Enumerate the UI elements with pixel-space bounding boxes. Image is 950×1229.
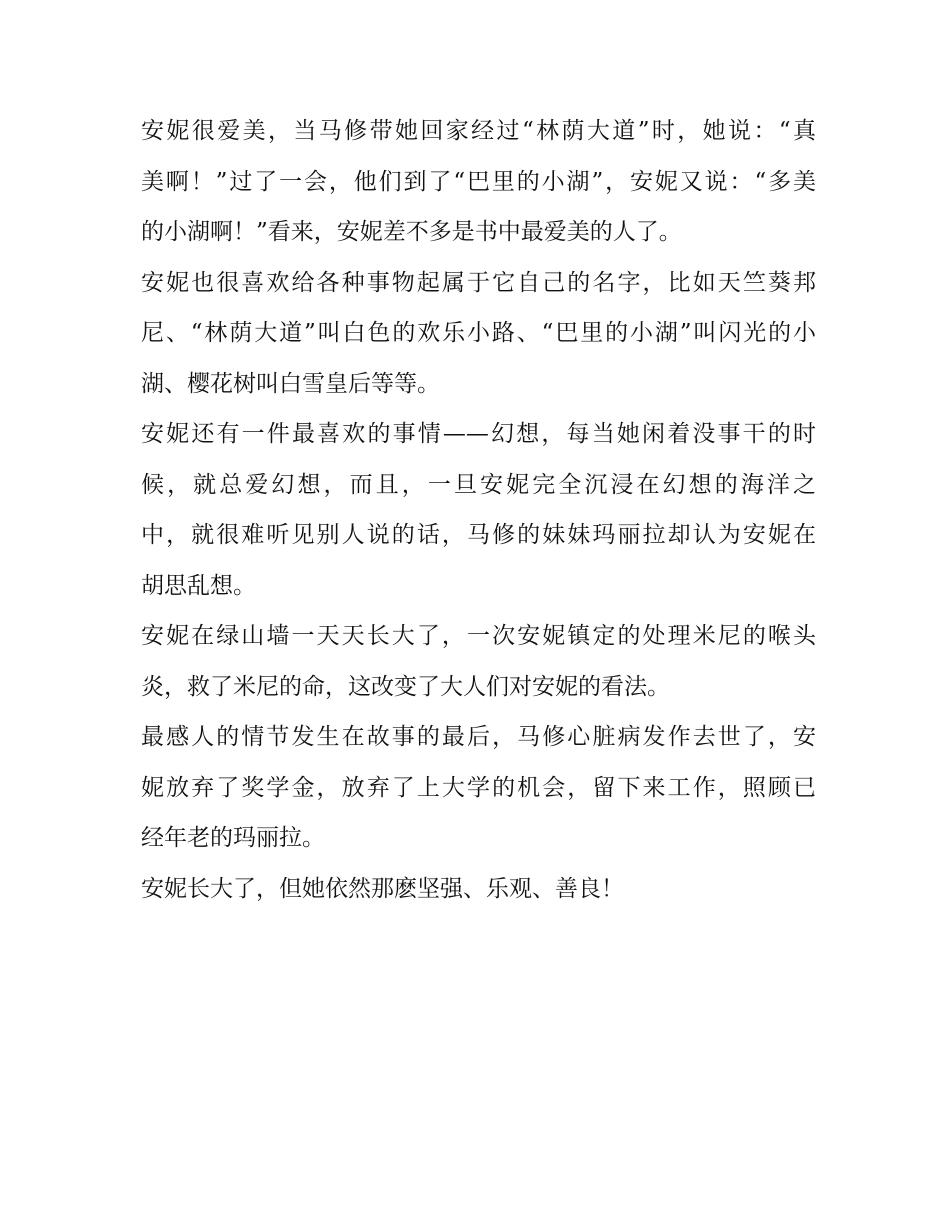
text-line: 中，就很难听见别人说的话，马修的妹妹玛丽拉却认为安妮在: [141, 522, 816, 548]
text-line: 湖、樱花树叫白雪皇后等等。: [141, 370, 440, 397]
text-line: 尼、“林荫大道”叫白色的欢乐小路、“巴里的小湖”叫闪光的小: [141, 320, 816, 346]
text-line: 安妮很爱美，当马修带她回家经过“林荫大道”时，她说：“真: [141, 118, 816, 144]
text-line: 安妮长大了，但她依然那麽坚强、乐观、善良！: [141, 875, 624, 902]
paragraph: [141, 712, 816, 864]
paragraph: [141, 409, 816, 611]
paragraph: [141, 611, 816, 712]
text-line: 妮放弃了奖学金，放弃了上大学的机会，留下来工作，照顾已: [141, 774, 816, 801]
text-line: 胡思乱想。: [141, 572, 256, 599]
paragraph: [141, 106, 816, 258]
paragraph: [141, 258, 816, 410]
text-line: 安妮还有一件最喜欢的事情——幻想，每当她闲着没事干的时: [141, 421, 816, 447]
text-line: 候，就总爱幻想，而且，一旦安妮完全沉浸在幻想的海洋之: [141, 471, 816, 498]
text-line: 的小湖啊！”看来，安妮差不多是书中最爱美的人了。: [141, 219, 682, 245]
paragraph: [141, 864, 816, 915]
text-line: 最感人的情节发生在故事的最后，马修心脏病发作去世了，安: [141, 724, 816, 750]
document-body: [141, 106, 816, 914]
text-line: 美啊！”过了一会，他们到了“巴里的小湖”，安妮又说：“多美: [141, 168, 816, 195]
text-line: 安妮也很喜欢给各种事物起属于它自己的名字，比如天竺葵邦: [141, 269, 816, 296]
text-line: 经年老的玛丽拉。: [141, 825, 325, 851]
text-line: 安妮在绿山墙一天天长大了，一次安妮镇定的处理米尼的喉头: [141, 623, 816, 649]
text-line: 炎，救了米尼的命，这改变了大人们对安妮的看法。: [141, 673, 670, 700]
